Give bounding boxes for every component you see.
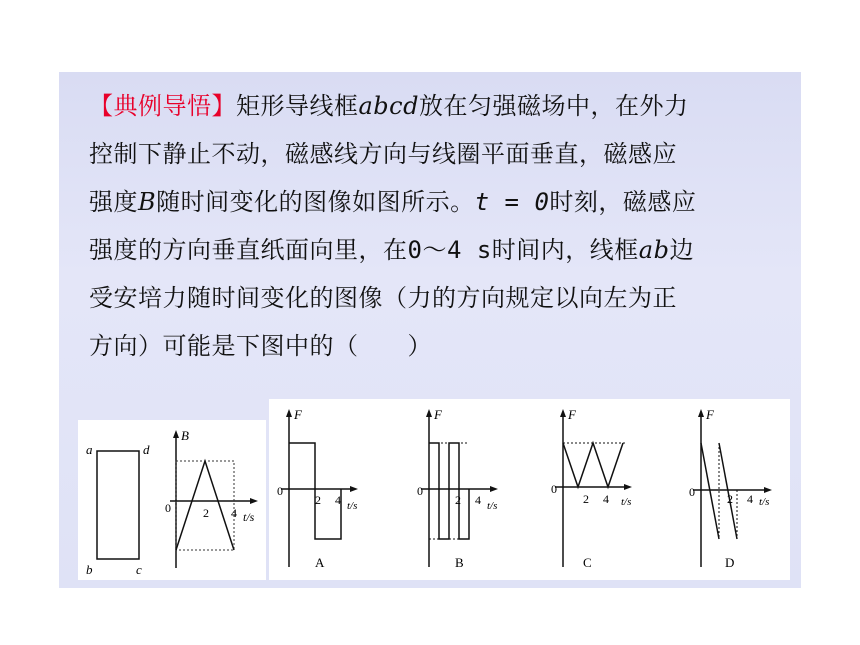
option-d-origin: 0 [689,485,695,499]
options-figure [269,399,790,580]
b-graph-x-arrow [250,498,258,504]
option-c-curve [563,443,623,487]
option-a-tick-4: 4 [335,493,341,507]
option-b-graph [417,407,498,570]
option-a-letter: A [315,555,325,570]
wire-frame [97,451,139,559]
option-d-x-arrow [764,487,772,493]
option-a-y-label: F [294,407,302,422]
frame-and-b-graph-figure [78,420,266,580]
corner-label-c: c [136,562,142,577]
option-d-tick-2: 2 [727,492,733,506]
problem-line-3: 强度B随时间变化的图像如图所示。t = 0时刻，磁感应 [89,188,697,216]
corner-label-d: d [143,442,150,457]
b-graph-y-label: B [181,428,189,443]
option-d-x-label: t/s [759,496,770,508]
option-a-tick-2: 2 [315,493,321,507]
option-a-curve [289,443,341,539]
option-c-tick-4: 4 [603,492,609,506]
option-d-line-2 [719,443,737,539]
b-graph-origin-label: 0 [165,501,171,515]
problem-line-4: 强度的方向垂直纸面向里，在0～4 s时间内，线框ab边 [89,236,694,264]
option-b-x-label: t/s [487,500,498,512]
option-d-line-1 [701,443,719,539]
problem-line-1: 【典例导悟】矩形导线框abcd放在匀强磁场中，在外力 [89,92,689,120]
option-b-y-arrow [426,409,432,417]
problem-line-6: 方向）可能是下图中的（ ） [89,332,432,360]
option-a-origin: 0 [277,484,283,498]
option-d-y-label: F [706,407,714,422]
option-c-graph [551,407,632,570]
option-c-x-label: t/s [621,496,632,508]
option-b-tick-4: 4 [475,493,481,507]
option-c-y-label: F [568,407,576,422]
option-c-tick-2: 2 [583,492,589,506]
option-b-y-label: F [434,407,442,422]
problem-text [89,82,789,370]
option-a-x-arrow [350,486,358,492]
option-c-y-arrow [560,409,566,417]
b-graph-x-label: t/s [243,510,255,524]
problem-tag: 【典例导悟】 [89,92,236,120]
option-c-x-arrow [624,484,632,490]
b-graph-y-arrow [173,430,179,438]
option-b-origin: 0 [417,484,423,498]
option-b-curve [429,443,469,539]
problem-line-5: 受安培力随时间变化的图像（力的方向规定以向左为正 [89,284,677,312]
option-b-tick-2: 2 [455,493,461,507]
option-c-origin: 0 [551,482,557,496]
option-d-y-arrow [698,409,704,417]
option-c-letter: C [583,555,592,570]
b-graph-tick-2: 2 [203,506,209,520]
corner-label-a: a [86,442,93,457]
problem-line-2: 控制下静止不动，磁感线方向与线圈平面垂直，磁感应 [89,140,677,168]
frame-b-svg [78,420,266,580]
b-graph-tick-4: 4 [231,506,237,520]
corner-label-b: b [86,562,93,577]
option-a-graph [277,407,358,570]
options-svg [269,399,790,580]
option-a-x-label: t/s [347,500,358,512]
option-b-x-arrow [490,486,498,492]
option-d-graph [689,407,772,570]
option-a-y-arrow [286,409,292,417]
option-d-letter: D [725,555,735,570]
option-d-tick-4: 4 [747,492,753,506]
option-b-letter: B [455,555,464,570]
